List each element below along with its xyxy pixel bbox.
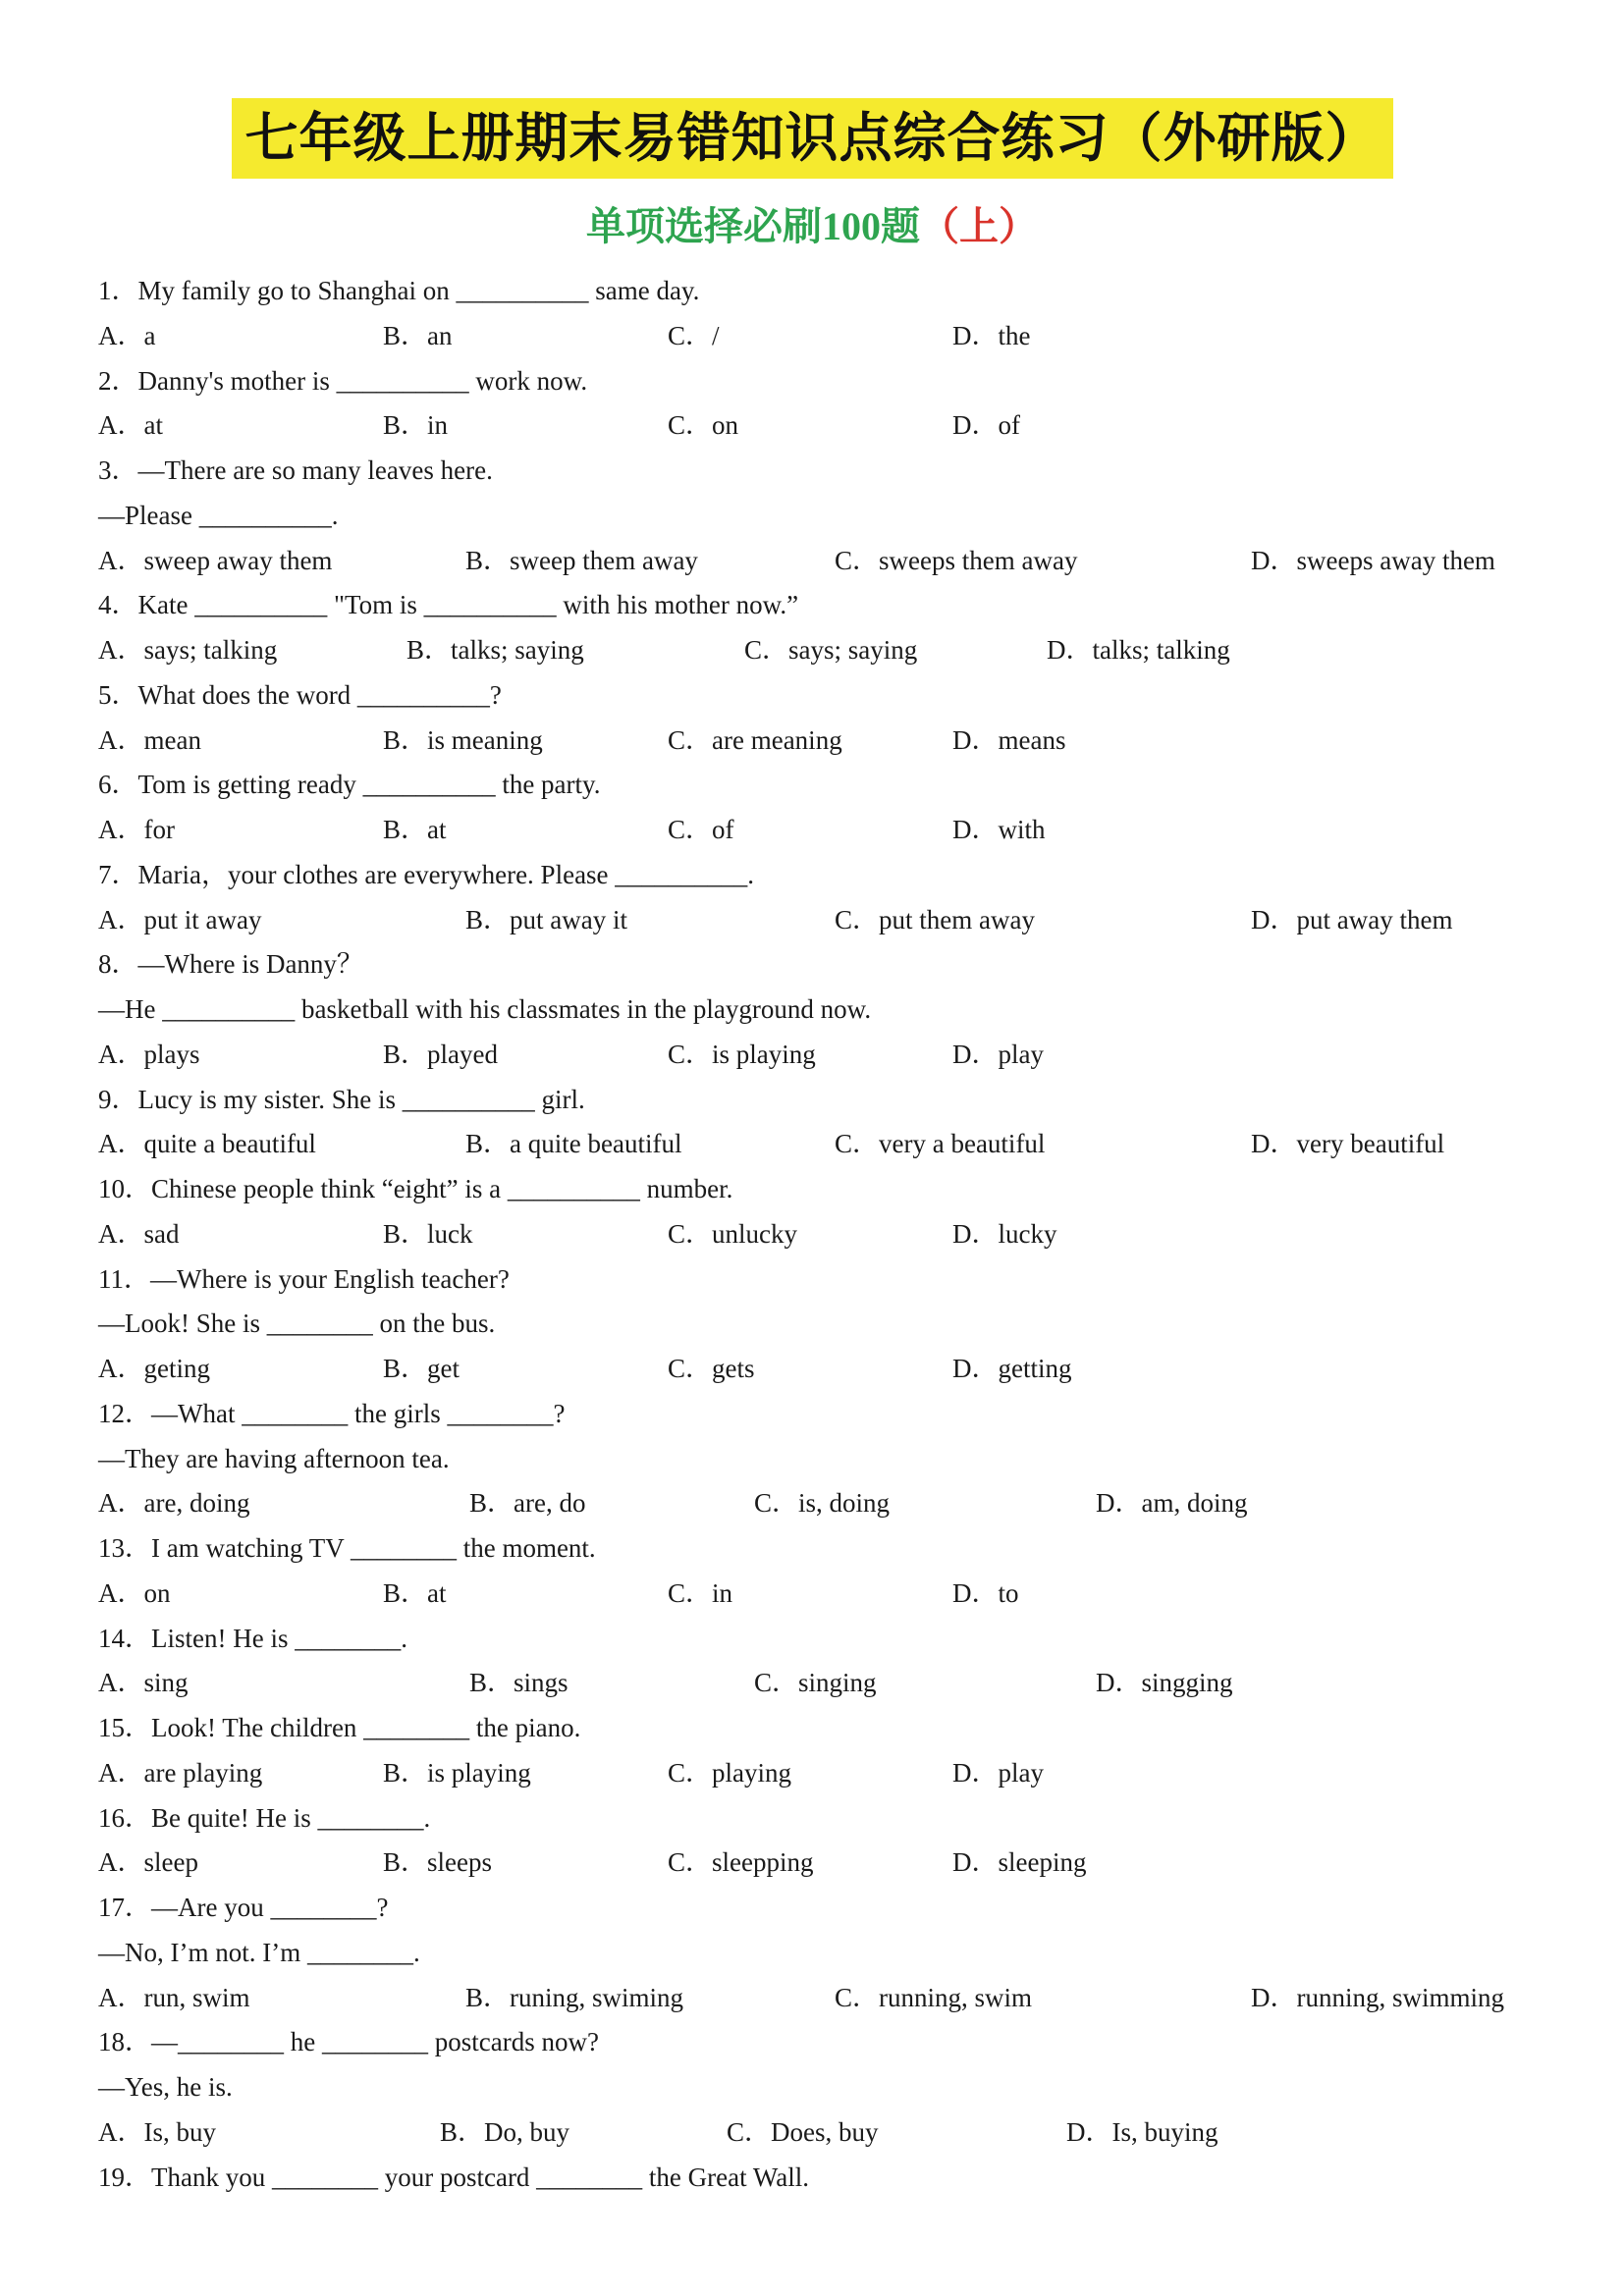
option-a[interactable]: A．a <box>98 320 156 350</box>
options-row <box>98 1122 1551 1167</box>
subtitle-main: 单项选择必刷 <box>586 204 822 249</box>
question-text: —They are having afternoon tea. <box>98 1443 450 1473</box>
options-row <box>98 1841 1551 1886</box>
option-c[interactable]: C．is, doing <box>754 1488 891 1519</box>
question-number: 19． <box>98 2162 151 2192</box>
option-c[interactable]: C．of <box>668 815 734 844</box>
option-b[interactable]: B．are, do <box>469 1488 586 1519</box>
option-a[interactable]: A．Is, buy <box>98 2116 216 2147</box>
subtitle-number: 100 <box>822 204 881 248</box>
question-text: —________ he ________ postcards now? <box>151 2027 599 2057</box>
question-item <box>98 1706 1551 1796</box>
question-item <box>98 359 1551 450</box>
question-stem <box>98 1886 1551 1931</box>
option-a[interactable]: A．sing <box>98 1668 189 1698</box>
question-text: What does the word __________? <box>137 679 502 710</box>
question-text: —He __________ basketball with his classmates in the playground now. <box>98 994 872 1024</box>
question-stem <box>98 673 1551 719</box>
question-number: 15． <box>98 1713 151 1742</box>
option-c[interactable]: C．says; saying <box>744 635 918 665</box>
option-d[interactable]: D．am, doing <box>1096 1488 1248 1519</box>
question-item <box>98 763 1551 853</box>
question-stem <box>98 1392 1551 1437</box>
question-stem <box>98 942 1551 988</box>
option-a[interactable]: A．mean <box>98 724 201 755</box>
option-b[interactable]: B．a quite beautiful <box>465 1129 682 1159</box>
question-item <box>98 1886 1551 2020</box>
question-number: 7． <box>98 859 138 889</box>
options-row <box>98 808 1551 853</box>
question-number: 1． <box>98 276 138 305</box>
option-d[interactable]: D．put away them <box>1251 904 1453 934</box>
option-c[interactable]: C．in <box>668 1577 733 1608</box>
page-subtitle <box>0 192 1624 261</box>
question-item <box>98 853 1551 943</box>
option-a[interactable]: A．for <box>98 815 175 844</box>
question-text: Be quite! He is ________. <box>151 1802 431 1833</box>
question-number: 5． <box>98 679 138 710</box>
question-number: 17． <box>98 1893 151 1922</box>
option-b[interactable]: B．runing, swiming <box>465 1982 684 2012</box>
option-c[interactable]: C．playing <box>668 1757 791 1788</box>
question-number: 13． <box>98 1533 151 1563</box>
question-item <box>98 673 1551 764</box>
option-b[interactable]: B．an <box>383 320 453 350</box>
option-d[interactable]: D．play <box>952 1039 1044 1069</box>
option-c[interactable]: C．singing <box>754 1668 877 1698</box>
question-stem <box>98 449 1551 494</box>
question-number: 14． <box>98 1623 151 1653</box>
question-stem <box>98 2020 1551 2065</box>
question-dialogue-line <box>98 2065 1551 2110</box>
question-list <box>98 269 1551 2200</box>
question-stem <box>98 2156 1551 2201</box>
option-a[interactable]: A．says; talking <box>98 635 278 665</box>
option-d[interactable]: D．lucky <box>952 1218 1057 1249</box>
option-b[interactable]: B．played <box>383 1039 498 1069</box>
question-stem <box>98 359 1551 404</box>
option-a[interactable]: A．put it away <box>98 904 262 934</box>
question-number: 4． <box>98 590 138 620</box>
question-text: —No, I’m not. I’m ________. <box>98 1937 420 1967</box>
question-dialogue-line <box>98 1437 1551 1482</box>
question-number: 11． <box>98 1263 150 1294</box>
question-item <box>98 942 1551 1077</box>
subtitle-unit: 题 <box>881 204 920 249</box>
option-b[interactable]: B．in <box>383 410 449 441</box>
option-a[interactable]: A．plays <box>98 1039 200 1069</box>
option-b[interactable]: B．is playing <box>383 1757 531 1788</box>
option-d[interactable]: D．means <box>952 724 1066 755</box>
question-text: —Where is Danny？ <box>137 949 363 980</box>
option-a[interactable]: A．geting <box>98 1354 210 1383</box>
title-wrap <box>0 98 1624 179</box>
question-dialogue-line <box>98 988 1551 1033</box>
options-row <box>98 898 1551 943</box>
options-row <box>98 628 1551 673</box>
option-d[interactable]: D．play <box>952 1757 1044 1788</box>
question-item <box>98 1257 1551 1392</box>
question-text: Listen! He is ________. <box>151 1623 407 1653</box>
question-number: 18． <box>98 2027 151 2057</box>
question-number: 3． <box>98 455 138 485</box>
option-d[interactable]: D．talks; talking <box>1047 635 1230 665</box>
option-c[interactable]: C．unlucky <box>668 1218 797 1249</box>
option-b[interactable]: B．talks; saying <box>406 635 584 665</box>
question-number: 6． <box>98 770 138 800</box>
option-b[interactable]: B．Do, buy <box>440 2116 570 2147</box>
question-item <box>98 1617 1551 1707</box>
question-text: Lucy is my sister. She is __________ girl. <box>137 1084 585 1114</box>
option-a[interactable]: A．quite a beautiful <box>98 1129 316 1159</box>
option-a[interactable]: A．sleep <box>98 1847 198 1878</box>
option-b[interactable]: B．at <box>383 815 447 844</box>
options-row <box>98 314 1551 359</box>
options-row <box>98 1347 1551 1392</box>
option-d[interactable]: D．sleeping <box>952 1847 1087 1878</box>
question-number: 12． <box>98 1398 151 1428</box>
question-text: Chinese people think “eight” is a __________ number. <box>151 1174 733 1203</box>
option-b[interactable]: B．at <box>383 1577 447 1608</box>
options-row <box>98 1481 1551 1526</box>
options-row <box>98 1212 1551 1257</box>
option-c[interactable]: C．put them away <box>835 904 1035 934</box>
question-item <box>98 449 1551 583</box>
question-item <box>98 1526 1551 1617</box>
question-text: Danny's mother is __________ work now. <box>137 365 588 396</box>
question-text: Thank you ________ your postcard ________ the Great Wall. <box>151 2162 809 2192</box>
option-c[interactable]: C．are meaning <box>668 724 842 755</box>
question-stem <box>98 1796 1551 1842</box>
question-stem <box>98 1706 1551 1751</box>
option-d[interactable]: D．very beautiful <box>1251 1129 1445 1159</box>
option-d[interactable]: D．with <box>952 815 1046 844</box>
option-a[interactable]: A．are playing <box>98 1757 263 1788</box>
question-item <box>98 1796 1551 1887</box>
option-c[interactable]: C．sweeps them away <box>835 545 1078 575</box>
question-item <box>98 2156 1551 2201</box>
option-b[interactable]: B．put away it <box>465 904 627 934</box>
option-b[interactable]: B．get <box>383 1354 460 1383</box>
question-dialogue-line <box>98 1302 1551 1347</box>
option-d[interactable]: D．getting <box>952 1354 1072 1383</box>
option-a[interactable]: A．at <box>98 410 163 441</box>
question-item <box>98 1167 1551 1257</box>
question-text: —Look! She is ________ on the bus. <box>98 1308 496 1339</box>
options-row <box>98 1751 1551 1796</box>
option-c[interactable]: C．is playing <box>668 1039 816 1069</box>
option-a[interactable]: A．sweep away them <box>98 545 333 575</box>
question-item <box>98 1392 1551 1526</box>
question-text: Look! The children ________ the piano. <box>151 1713 581 1742</box>
question-dialogue-line <box>98 1931 1551 1976</box>
question-stem <box>98 583 1551 628</box>
question-stem <box>98 1617 1551 1662</box>
option-c[interactable]: C．sleepping <box>668 1847 814 1878</box>
question-stem <box>98 853 1551 898</box>
question-stem <box>98 1526 1551 1572</box>
question-number: 9． <box>98 1084 138 1114</box>
question-number: 2． <box>98 365 138 396</box>
option-d[interactable]: D．running, swimming <box>1251 1982 1505 2012</box>
question-text: —Are you ________? <box>151 1893 389 1922</box>
question-text: Kate __________ "Tom is __________ with his mother now.” <box>137 590 799 620</box>
question-stem <box>98 763 1551 808</box>
question-stem <box>98 1257 1551 1303</box>
option-c[interactable]: C．on <box>668 410 739 441</box>
question-text: Tom is getting ready __________ the party. <box>137 770 601 800</box>
option-d[interactable]: D．sweeps away them <box>1251 545 1495 575</box>
question-text: My family go to Shanghai on __________ same day. <box>137 276 700 305</box>
question-stem <box>98 1078 1551 1123</box>
option-b[interactable]: B．sleeps <box>383 1847 492 1878</box>
options-row <box>98 1661 1551 1706</box>
option-c[interactable]: C．/ <box>668 320 720 350</box>
option-a[interactable]: A．on <box>98 1577 171 1608</box>
question-text: Maria，your clothes are everywhere. Please __________. <box>137 859 755 889</box>
question-stem <box>98 1167 1551 1212</box>
question-number: 8． <box>98 949 138 980</box>
option-b[interactable]: B．sings <box>469 1668 568 1698</box>
question-item <box>98 1078 1551 1168</box>
options-row <box>98 1572 1551 1617</box>
option-b[interactable]: B．sweep them away <box>465 545 698 575</box>
subtitle-part: （上） <box>920 204 1038 249</box>
option-d[interactable]: D．of <box>952 410 1020 441</box>
question-item <box>98 269 1551 359</box>
question-number: 16． <box>98 1802 151 1833</box>
options-row <box>98 1033 1551 1078</box>
question-text: —What ________ the girls ________? <box>151 1398 566 1428</box>
question-dialogue-line <box>98 494 1551 539</box>
question-stem <box>98 269 1551 314</box>
question-text: —Please __________. <box>98 500 339 530</box>
question-text: —There are so many leaves here. <box>137 455 493 485</box>
option-d[interactable]: D．the <box>952 320 1031 350</box>
options-row <box>98 539 1551 584</box>
option-c[interactable]: C．very a beautiful <box>835 1129 1046 1159</box>
question-text: —Where is your English teacher? <box>150 1263 510 1294</box>
option-a[interactable]: A．are, doing <box>98 1488 250 1519</box>
option-d[interactable]: D．to <box>952 1577 1019 1608</box>
question-text: I am watching TV ________ the moment. <box>151 1533 596 1563</box>
option-a[interactable]: A．sad <box>98 1218 180 1249</box>
option-c[interactable]: C．running, swim <box>835 1982 1033 2012</box>
option-b[interactable]: B．is meaning <box>383 724 543 755</box>
option-b[interactable]: B．luck <box>383 1218 473 1249</box>
option-a[interactable]: A．run, swim <box>98 1982 250 2012</box>
option-d[interactable]: D．singging <box>1096 1668 1233 1698</box>
option-d[interactable]: D．Is, buying <box>1066 2116 1218 2147</box>
question-item <box>98 583 1551 673</box>
options-row <box>98 719 1551 764</box>
question-text: —Yes, he is. <box>98 2072 233 2102</box>
options-row <box>98 2110 1551 2156</box>
question-number: 10． <box>98 1174 151 1203</box>
options-row <box>98 403 1551 449</box>
option-c[interactable]: C．Does, buy <box>727 2116 879 2147</box>
option-c[interactable]: C．gets <box>668 1354 755 1383</box>
options-row <box>98 1976 1551 2021</box>
page-title: 七年级上册期末易错知识点综合练习（外研版） <box>232 98 1393 179</box>
question-item <box>98 2020 1551 2155</box>
